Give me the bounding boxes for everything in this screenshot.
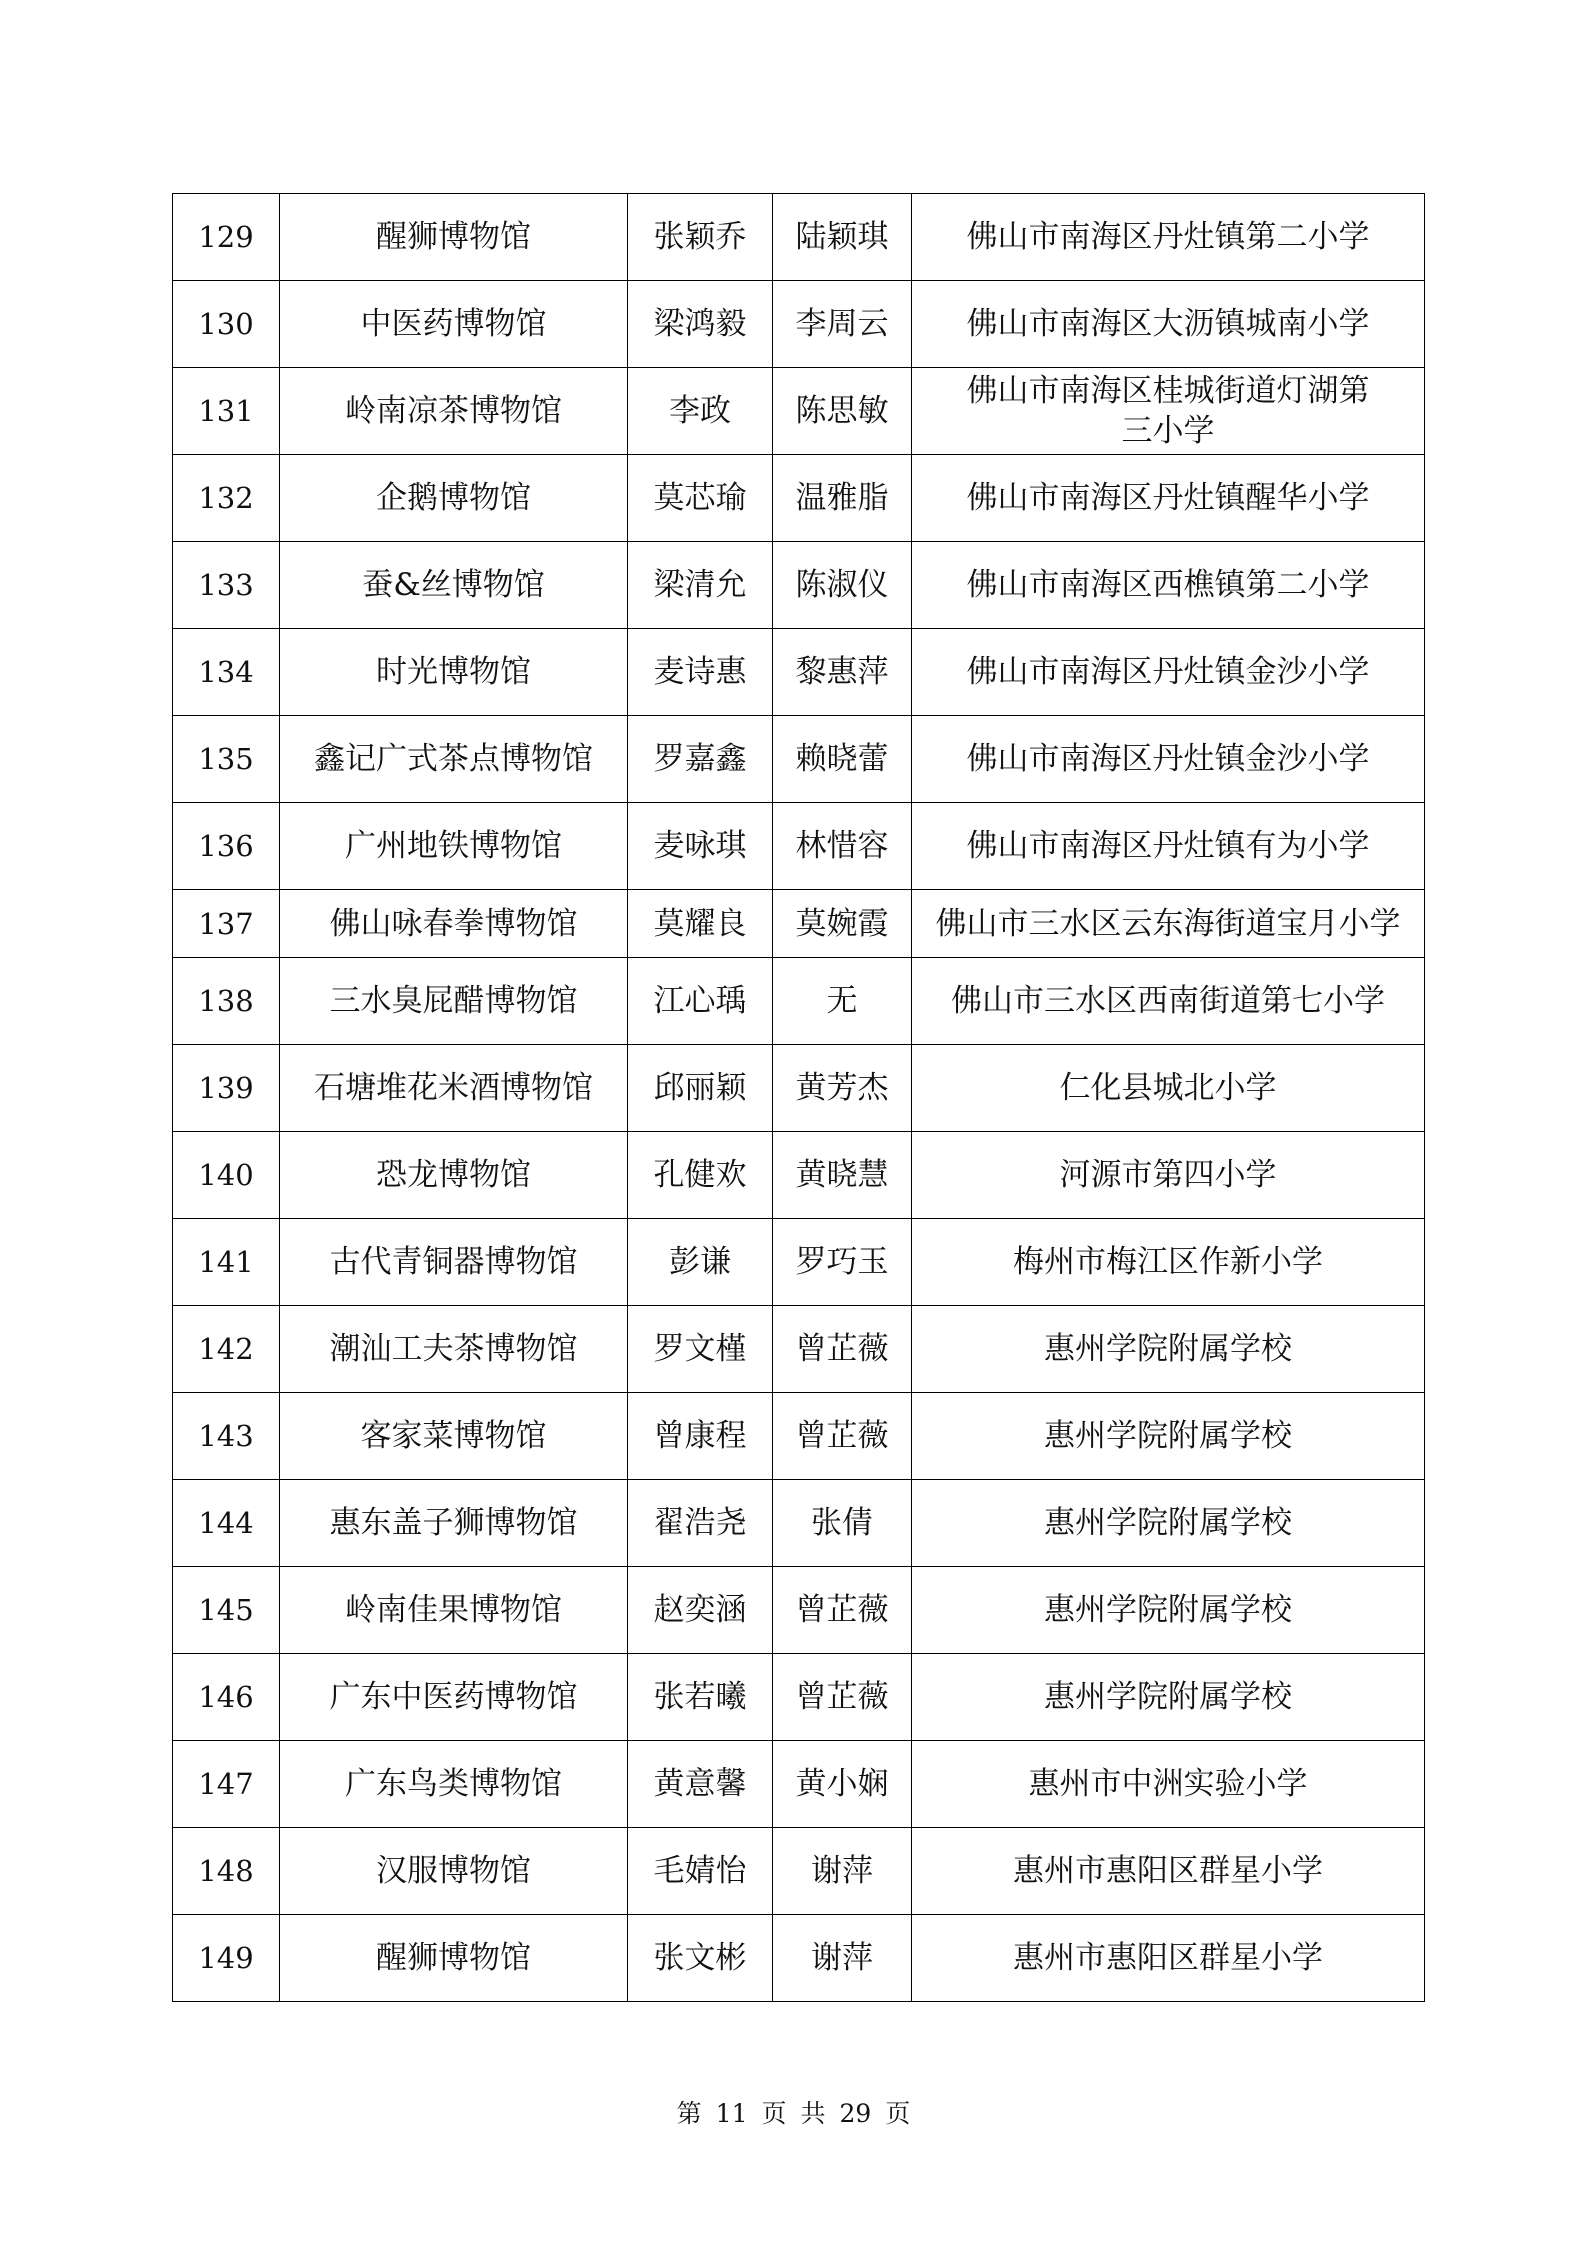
museum-name-cell: 佛山咏春拳博物馆: [280, 890, 628, 958]
table-row: [173, 1393, 1425, 1480]
student-name-cell: 莫芯瑜: [628, 455, 773, 542]
museum-name-cell: 醒狮博物馆: [280, 194, 628, 281]
school-name-cell: 佛山市南海区丹灶镇有为小学: [912, 803, 1425, 890]
teacher-name-cell: 黄芳杰: [773, 1045, 912, 1132]
school-name-cell: [912, 368, 1425, 455]
museum-name-cell: 广东中医药博物馆: [280, 1654, 628, 1741]
table-row: [173, 1741, 1425, 1828]
row-number-cell: 142: [173, 1306, 280, 1393]
student-name-cell: 麦咏琪: [628, 803, 773, 890]
row-number-cell: 140: [173, 1132, 280, 1219]
museum-name-cell: 岭南佳果博物馆: [280, 1567, 628, 1654]
row-number-cell: 138: [173, 958, 280, 1045]
museum-name-cell: 企鹅博物馆: [280, 455, 628, 542]
table-row: [173, 1480, 1425, 1567]
page-footer: [0, 2094, 1587, 2130]
row-number-cell: 148: [173, 1828, 280, 1915]
school-name-cell: 惠州学院附属学校: [912, 1480, 1425, 1567]
school-name-cell: 惠州市惠阳区群星小学: [912, 1828, 1425, 1915]
student-name-cell: 张若曦: [628, 1654, 773, 1741]
footer-prefix: 第: [676, 2099, 702, 2128]
footer-total-word: 共: [800, 2099, 826, 2128]
student-name-cell: 彭谦: [628, 1219, 773, 1306]
student-name-cell: 罗嘉鑫: [628, 716, 773, 803]
student-name-cell: 江心瑀: [628, 958, 773, 1045]
footer-page-unit: 页: [761, 2099, 787, 2128]
row-number-cell: 144: [173, 1480, 280, 1567]
teacher-name-cell: 赖晓蕾: [773, 716, 912, 803]
row-number-cell: 139: [173, 1045, 280, 1132]
teacher-name-cell: 林惜容: [773, 803, 912, 890]
school-name-cell: 佛山市南海区西樵镇第二小学: [912, 542, 1425, 629]
museum-name-cell: 鑫记广式茶点博物馆: [280, 716, 628, 803]
museum-name-cell: 汉服博物馆: [280, 1828, 628, 1915]
teacher-name-cell: 谢萍: [773, 1915, 912, 2002]
museum-name-cell: 时光博物馆: [280, 629, 628, 716]
teacher-name-cell: 无: [773, 958, 912, 1045]
teacher-name-cell: 罗巧玉: [773, 1219, 912, 1306]
museum-name-cell: 恐龙博物馆: [280, 1132, 628, 1219]
school-name-cell: 佛山市南海区丹灶镇金沙小学: [912, 629, 1425, 716]
table-row: [173, 1045, 1425, 1132]
teacher-name-cell: 温雅脂: [773, 455, 912, 542]
row-number-cell: 137: [173, 890, 280, 958]
current-page-number: 11: [715, 2099, 748, 2128]
student-name-cell: 赵奕涵: [628, 1567, 773, 1654]
row-number-cell: 143: [173, 1393, 280, 1480]
museum-name-cell: 广州地铁博物馆: [280, 803, 628, 890]
student-name-cell: 张颖乔: [628, 194, 773, 281]
school-name-cell: 惠州学院附属学校: [912, 1393, 1425, 1480]
school-name-wrapped: 佛山市南海区桂城街道灯湖第三小学: [966, 373, 1370, 449]
table-row: [173, 958, 1425, 1045]
student-name-cell: 孔健欢: [628, 1132, 773, 1219]
student-name-cell: 麦诗惠: [628, 629, 773, 716]
table-row: [173, 368, 1425, 455]
total-page-count: 29: [839, 2099, 872, 2128]
student-name-cell: 梁清允: [628, 542, 773, 629]
museum-name-cell: 广东鸟类博物馆: [280, 1741, 628, 1828]
table-row: [173, 542, 1425, 629]
school-name-cell: 佛山市南海区丹灶镇醒华小学: [912, 455, 1425, 542]
school-name-cell: 惠州学院附属学校: [912, 1654, 1425, 1741]
table-row: [173, 281, 1425, 368]
school-name-cell: 惠州市中洲实验小学: [912, 1741, 1425, 1828]
table-row: [173, 1132, 1425, 1219]
museum-name-cell: 岭南凉茶博物馆: [280, 368, 628, 455]
museum-name-cell: 古代青铜器博物馆: [280, 1219, 628, 1306]
teacher-name-cell: 谢萍: [773, 1828, 912, 1915]
museum-name-cell: 石塘堆花米酒博物馆: [280, 1045, 628, 1132]
footer-total-unit: 页: [885, 2099, 911, 2128]
table-row: [173, 1915, 1425, 2002]
school-name-cell: 仁化县城北小学: [912, 1045, 1425, 1132]
teacher-name-cell: 陈淑仪: [773, 542, 912, 629]
table-row: [173, 455, 1425, 542]
teacher-name-cell: 陆颖琪: [773, 194, 912, 281]
student-name-cell: 莫耀良: [628, 890, 773, 958]
row-number-cell: 135: [173, 716, 280, 803]
roster-table: [172, 193, 1425, 2002]
teacher-name-cell: 张倩: [773, 1480, 912, 1567]
school-name-cell: 佛山市南海区大沥镇城南小学: [912, 281, 1425, 368]
school-name-cell: 惠州学院附属学校: [912, 1306, 1425, 1393]
teacher-name-cell: 黄小娴: [773, 1741, 912, 1828]
row-number-cell: 136: [173, 803, 280, 890]
school-name-cell: 佛山市南海区丹灶镇第二小学: [912, 194, 1425, 281]
row-number-cell: 130: [173, 281, 280, 368]
student-name-cell: 张文彬: [628, 1915, 773, 2002]
museum-name-cell: 潮汕工夫茶博物馆: [280, 1306, 628, 1393]
teacher-name-cell: 曾芷薇: [773, 1654, 912, 1741]
teacher-name-cell: 李周云: [773, 281, 912, 368]
table-row: [173, 194, 1425, 281]
table-row: [173, 1306, 1425, 1393]
museum-name-cell: 惠东盖子狮博物馆: [280, 1480, 628, 1567]
student-name-cell: 梁鸿毅: [628, 281, 773, 368]
teacher-name-cell: 曾芷薇: [773, 1567, 912, 1654]
teacher-name-cell: 陈思敏: [773, 368, 912, 455]
table-row: [173, 1219, 1425, 1306]
table-row: [173, 1828, 1425, 1915]
school-name-cell: 河源市第四小学: [912, 1132, 1425, 1219]
school-name-cell: 佛山市三水区西南街道第七小学: [912, 958, 1425, 1045]
row-number-cell: 147: [173, 1741, 280, 1828]
table-row: [173, 803, 1425, 890]
museum-name-cell: 蚕&丝博物馆: [280, 542, 628, 629]
row-number-cell: 132: [173, 455, 280, 542]
table-row: [173, 1567, 1425, 1654]
teacher-name-cell: 黎惠萍: [773, 629, 912, 716]
row-number-cell: 145: [173, 1567, 280, 1654]
row-number-cell: 133: [173, 542, 280, 629]
student-name-cell: 邱丽颖: [628, 1045, 773, 1132]
row-number-cell: 149: [173, 1915, 280, 2002]
row-number-cell: 141: [173, 1219, 280, 1306]
teacher-name-cell: 曾芷薇: [773, 1393, 912, 1480]
museum-name-cell: 客家菜博物馆: [280, 1393, 628, 1480]
student-name-cell: 黄意馨: [628, 1741, 773, 1828]
school-name-cell: 梅州市梅江区作新小学: [912, 1219, 1425, 1306]
museum-name-cell: 三水臭屁醋博物馆: [280, 958, 628, 1045]
table-row: [173, 629, 1425, 716]
teacher-name-cell: 黄晓慧: [773, 1132, 912, 1219]
museum-name-cell: 醒狮博物馆: [280, 1915, 628, 2002]
row-number-cell: 146: [173, 1654, 280, 1741]
table-row: [173, 1654, 1425, 1741]
student-name-cell: 李政: [628, 368, 773, 455]
school-name-cell: 惠州市惠阳区群星小学: [912, 1915, 1425, 2002]
student-name-cell: 翟浩尧: [628, 1480, 773, 1567]
table-row: [173, 890, 1425, 958]
school-name-cell: 佛山市三水区云东海街道宝月小学: [912, 890, 1425, 958]
student-name-cell: 曾康程: [628, 1393, 773, 1480]
school-name-cell: 惠州学院附属学校: [912, 1567, 1425, 1654]
teacher-name-cell: 曾芷薇: [773, 1306, 912, 1393]
student-name-cell: 毛婧怡: [628, 1828, 773, 1915]
row-number-cell: 131: [173, 368, 280, 455]
row-number-cell: 134: [173, 629, 280, 716]
student-name-cell: 罗文槿: [628, 1306, 773, 1393]
row-number-cell: 129: [173, 194, 280, 281]
school-name-cell: 佛山市南海区丹灶镇金沙小学: [912, 716, 1425, 803]
table-row: [173, 716, 1425, 803]
teacher-name-cell: 莫婉霞: [773, 890, 912, 958]
museum-name-cell: 中医药博物馆: [280, 281, 628, 368]
